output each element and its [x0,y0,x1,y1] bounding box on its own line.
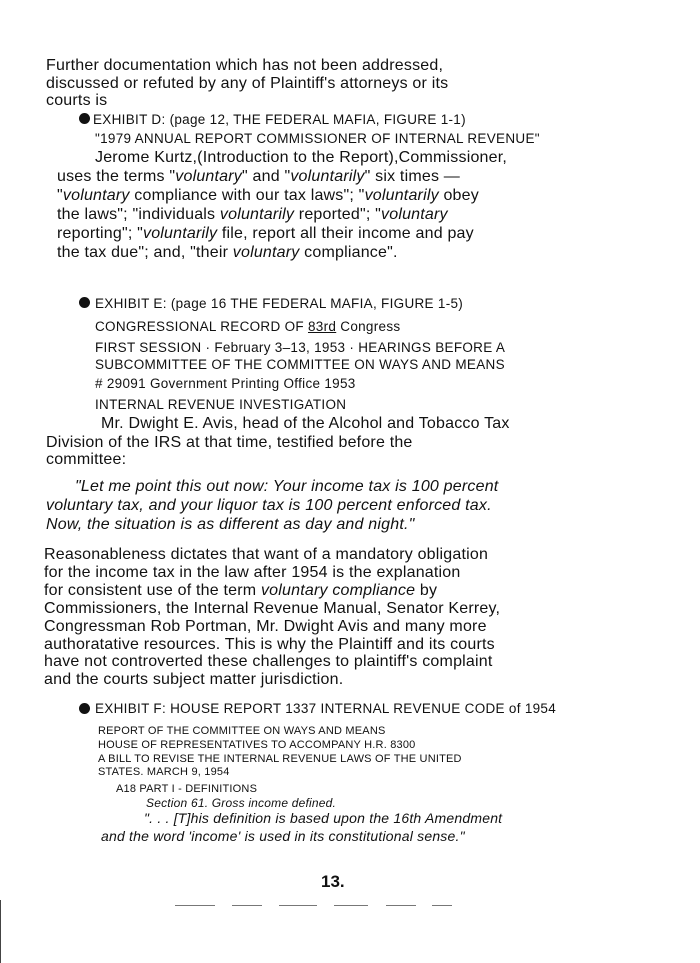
exhibit-f-line-1: REPORT OF THE COMMITTEE ON WAYS AND MEANS [98,725,386,737]
intro-line-2: discussed or refuted by any of Plaintiff's attorneys or its [46,75,449,92]
reasonableness-line-5: Congressman Rob Portman, Mr. Dwight Avis and many more [44,618,487,635]
exhibit-e-line-6: Mr. Dwight E. Avis, head of the Alcohol and Tobacco Tax [101,415,510,432]
exhibit-e-line-4: # 29091 Government Printing Office 1953 [95,376,356,391]
exhibit-d-line-5: reporting"; "voluntarily file, report all their income and pay [57,225,474,242]
intro-line-1: Further documentation which has not been addressed, [46,57,444,74]
exhibit-e-header: EXHIBIT E: (page 16 THE FEDERAL MAFIA, FIGURE 1-5) [95,296,464,311]
exhibit-d-line-4: the laws"; "individuals voluntarily reported"; "voluntary [57,206,448,223]
exhibit-f-line-2: HOUSE OF REPRESENTATIVES TO ACCOMPANY H.R. 8300 [98,739,416,751]
bullet-icon [79,113,90,124]
footer-dash [175,905,215,906]
reasonableness-line-8: and the courts subject matter jurisdiction. [44,671,344,688]
intro-line-3: courts is [46,92,108,109]
reasonableness-line-4: Commissioners, the Internal Revenue Manual, Senator Kerrey, [44,600,501,617]
exhibit-d-line-3: "voluntary compliance with our tax laws"; "voluntarily obey [57,187,479,204]
footer-dash [432,905,452,906]
exhibit-f-quote-1: ". . . [T]his definition is based upon the 16th Amendment [144,810,503,826]
reasonableness-line-1: Reasonableness dictates that want of a mandatory obligation [44,546,489,563]
exhibit-e-line-1: CONGRESSIONAL RECORD OF 83rd Congress [95,319,401,334]
exhibit-d-line-2: uses the terms "voluntary" and "voluntarily" six times — [57,168,460,185]
exhibit-e-quote-3: Now, the situation is as different as day and night." [46,516,415,533]
exhibit-e-line-7: Division of the IRS at that time, testified before the [46,434,413,451]
exhibit-d-line-6: the tax due"; and, "their voluntary compliance". [57,244,398,261]
footer-dash [279,905,317,906]
exhibit-f-line-6: Section 61. Gross income defined. [146,796,337,810]
exhibit-e-line-8: committee: [46,451,127,468]
exhibit-f-line-3: A BILL TO REVISE THE INTERNAL REVENUE LAWS OF THE UNITED [98,753,462,765]
reasonableness-line-6: authoratative resources. This is why the Plaintiff and its courts [44,636,495,653]
exhibit-f-line-5: A18 PART I - DEFINITIONS [116,783,258,795]
exhibit-e-line-5: INTERNAL REVENUE INVESTIGATION [95,397,347,412]
exhibit-e-quote-2: voluntary tax, and your liquor tax is 100 percent enforced tax. [46,497,492,514]
bullet-icon [79,297,90,308]
exhibit-d-line-1: Jerome Kurtz,(Introduction to the Report),Commissioner, [95,149,508,166]
exhibit-d-report-title: "1979 ANNUAL REPORT COMMISSIONER OF INTERNAL REVENUE" [95,131,540,146]
footer-dash [386,905,416,906]
exhibit-f-quote-2: and the word 'income' is used in its constitutional sense." [101,828,465,844]
exhibit-f-line-4: STATES. MARCH 9, 1954 [98,766,230,778]
exhibit-d-header: EXHIBIT D: (page 12, THE FEDERAL MAFIA, FIGURE 1-1) [93,112,466,127]
page-number: 13. [321,872,345,891]
exhibit-e-quote-1: "Let me point this out now: Your income tax is 100 percent [75,478,499,495]
reasonableness-line-7: have not controverted these challenges to plaintiff's complaint [44,653,493,670]
reasonableness-line-3: for consistent use of the term voluntary compliance by [44,582,438,599]
bullet-icon [79,703,90,714]
footer-dash [334,905,368,906]
exhibit-e-line-3: SUBCOMMITTEE OF THE COMMITTEE ON WAYS AND MEANS [95,357,505,372]
exhibit-f-header: EXHIBIT F: HOUSE REPORT 1337 INTERNAL REVENUE CODE of 1954 [95,701,557,716]
footer-dash [232,905,262,906]
reasonableness-line-2: for the income tax in the law after 1954 is the explanation [44,564,461,581]
scan-edge-mark [0,900,1,963]
exhibit-e-line-2: FIRST SESSION · February 3–13, 1953 · HEARINGS BEFORE A [95,340,506,355]
